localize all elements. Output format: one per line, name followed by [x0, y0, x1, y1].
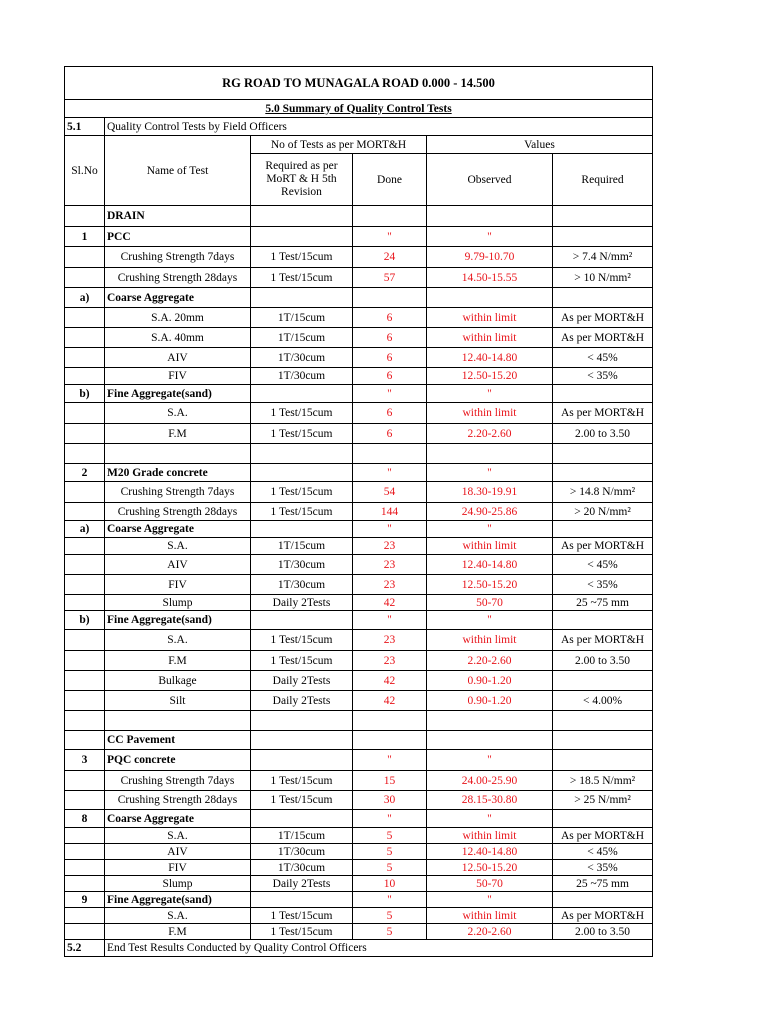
cell-test-name: S.A. — [105, 538, 251, 555]
cell-done: 6 — [353, 403, 427, 424]
cell-required-mort: Daily 2Tests — [251, 876, 353, 892]
header-sl-no: Sl.No — [65, 136, 105, 206]
cell-done: 23 — [353, 651, 427, 671]
table-row — [65, 268, 653, 288]
cell-sl-no — [65, 860, 105, 876]
cell-required-value — [553, 671, 653, 691]
cell-done: " — [353, 892, 427, 908]
cell-observed: " — [427, 521, 553, 538]
cell-required-value: > 14.8 N/mm² — [553, 482, 653, 503]
cell-sl-no — [65, 555, 105, 575]
cell-sl-no — [65, 876, 105, 892]
table-row — [65, 611, 653, 630]
cell-sl-no — [65, 368, 105, 385]
table-row — [65, 651, 653, 671]
cell-observed: 2.20-2.60 — [427, 924, 553, 940]
cell-sl-no: 2 — [65, 464, 105, 482]
cell-test-name: M20 Grade concrete — [105, 464, 251, 482]
table-row — [65, 810, 653, 828]
cell-done: 6 — [353, 328, 427, 348]
table-row — [65, 328, 653, 348]
cell-required-value — [553, 711, 653, 731]
cell-required-mort: 1T/15cum — [251, 828, 353, 844]
cell-observed: 12.40-14.80 — [427, 348, 553, 368]
cell-required-value: < 35% — [553, 575, 653, 595]
cell-test-name: Crushing Strength 28days — [105, 791, 251, 810]
cell-observed: 50-70 — [427, 595, 553, 611]
cell-done: " — [353, 611, 427, 630]
cell-sl-no — [65, 403, 105, 424]
cell-sl-no: 3 — [65, 750, 105, 771]
cell-sl-no: 8 — [65, 810, 105, 828]
cell-required-value — [553, 892, 653, 908]
cell-required-value: < 35% — [553, 860, 653, 876]
table-row — [65, 595, 653, 611]
cell-required-mort: Daily 2Tests — [251, 671, 353, 691]
cell-required-value: As per MORT&H — [553, 908, 653, 924]
cell-required-mort: 1T/15cum — [251, 308, 353, 328]
cell-required-mort: 1T/30cum — [251, 860, 353, 876]
table-row — [65, 750, 653, 771]
cell-sl-no: b) — [65, 611, 105, 630]
cell-test-name — [105, 444, 251, 464]
cell-required-value: 2.00 to 3.50 — [553, 651, 653, 671]
cell-required-mort — [251, 464, 353, 482]
cell-test-name: Crushing Strength 28days — [105, 268, 251, 288]
cell-required-value: > 18.5 N/mm² — [553, 771, 653, 791]
cell-sl-no — [65, 844, 105, 860]
cell-observed: within limit — [427, 328, 553, 348]
cell-sl-no — [65, 328, 105, 348]
cell-done: 42 — [353, 671, 427, 691]
cell-test-name: AIV — [105, 555, 251, 575]
cell-observed: 24.90-25.86 — [427, 503, 553, 521]
cell-required-mort — [251, 711, 353, 731]
cell-required-mort: Daily 2Tests — [251, 595, 353, 611]
table-row — [65, 908, 653, 924]
cell-test-name: Fine Aggregate(sand) — [105, 385, 251, 403]
cell-observed: 18.30-19.91 — [427, 482, 553, 503]
cell-observed: within limit — [427, 403, 553, 424]
cell-done: 5 — [353, 924, 427, 940]
table-row — [65, 711, 653, 731]
cell-required-mort: 1 Test/15cum — [251, 771, 353, 791]
cell-sl-no — [65, 711, 105, 731]
cell-done — [353, 444, 427, 464]
cell-observed: within limit — [427, 828, 553, 844]
cell-required-value — [553, 611, 653, 630]
cell-required-mort — [251, 810, 353, 828]
cell-observed: 14.50-15.55 — [427, 268, 553, 288]
cell-observed: " — [427, 227, 553, 247]
cell-required-value — [553, 810, 653, 828]
table-row — [65, 924, 653, 940]
cell-done — [353, 731, 427, 750]
cell-done: 23 — [353, 630, 427, 651]
cell-test-name: S.A. — [105, 828, 251, 844]
cell-test-name: AIV — [105, 348, 251, 368]
cell-done: 23 — [353, 538, 427, 555]
cell-required-mort: 1T/30cum — [251, 555, 353, 575]
cell-done: " — [353, 810, 427, 828]
header-done: Done — [353, 154, 427, 206]
cell-test-name: Bulkage — [105, 671, 251, 691]
cell-required-value — [553, 750, 653, 771]
cell-test-name: F.M — [105, 924, 251, 940]
cell-done: 6 — [353, 348, 427, 368]
table-row — [65, 771, 653, 791]
cell-required-value: > 7.4 N/mm² — [553, 247, 653, 268]
cell-test-name: F.M — [105, 651, 251, 671]
cell-done — [353, 711, 427, 731]
cell-observed — [427, 711, 553, 731]
cell-sl-no — [65, 630, 105, 651]
cell-test-name: Coarse Aggregate — [105, 810, 251, 828]
cell-done — [353, 288, 427, 308]
cell-required-mort: 1T/15cum — [251, 328, 353, 348]
cell-done: 6 — [353, 424, 427, 444]
cell-sl-no — [65, 247, 105, 268]
section-title: 5.0 Summary of Quality Control Tests — [65, 100, 653, 118]
cell-test-name: DRAIN — [105, 206, 251, 227]
table-row — [65, 424, 653, 444]
cell-required-mort: 1T/30cum — [251, 844, 353, 860]
cell-required-value: < 45% — [553, 555, 653, 575]
cell-required-mort — [251, 892, 353, 908]
cell-required-mort — [251, 521, 353, 538]
cell-required-value: As per MORT&H — [553, 630, 653, 651]
cell-done: 23 — [353, 575, 427, 595]
header-observed: Observed — [427, 154, 553, 206]
cell-sl-no — [65, 348, 105, 368]
cell-required-value: 25 ~75 mm — [553, 595, 653, 611]
cell-observed: " — [427, 611, 553, 630]
cell-required-mort — [251, 444, 353, 464]
cell-done: 54 — [353, 482, 427, 503]
cell-done: " — [353, 385, 427, 403]
table-row — [65, 521, 653, 538]
cell-required-mort — [251, 750, 353, 771]
table-row — [65, 464, 653, 482]
cell-required-value — [553, 731, 653, 750]
cell-sl-no — [65, 595, 105, 611]
cell-observed: 0.90-1.20 — [427, 671, 553, 691]
cell-required-mort — [251, 227, 353, 247]
cell-required-value: < 4.00% — [553, 691, 653, 711]
cell-sl-no — [65, 575, 105, 595]
cell-required-value — [553, 444, 653, 464]
cell-test-name: S.A. — [105, 630, 251, 651]
table-row — [65, 348, 653, 368]
cell-done: 23 — [353, 555, 427, 575]
section-label: Quality Control Tests by Field Officers — [105, 118, 653, 136]
cell-required-mort — [251, 288, 353, 308]
table-row — [65, 892, 653, 908]
table-row — [65, 555, 653, 575]
table-row — [65, 503, 653, 521]
cell-sl-no — [65, 791, 105, 810]
cell-sl-no: 1 — [65, 227, 105, 247]
cell-observed: " — [427, 892, 553, 908]
cell-done: 57 — [353, 268, 427, 288]
cell-required-value: < 45% — [553, 348, 653, 368]
cell-test-name: Slump — [105, 595, 251, 611]
table-row — [65, 860, 653, 876]
cell-observed: 28.15-30.80 — [427, 791, 553, 810]
cell-done: 5 — [353, 908, 427, 924]
cell-test-name: Crushing Strength 7days — [105, 482, 251, 503]
cell-required-value: 2.00 to 3.50 — [553, 424, 653, 444]
cell-test-name: AIV — [105, 844, 251, 860]
cell-required-mort: 1 Test/15cum — [251, 924, 353, 940]
table-row — [65, 844, 653, 860]
cell-required-mort — [251, 206, 353, 227]
cell-test-name: Crushing Strength 7days — [105, 247, 251, 268]
cell-sl-no — [65, 482, 105, 503]
cell-done: 10 — [353, 876, 427, 892]
table-row — [65, 227, 653, 247]
cell-sl-no — [65, 503, 105, 521]
cell-done: 24 — [353, 247, 427, 268]
cell-done: " — [353, 464, 427, 482]
cell-observed: 12.40-14.80 — [427, 844, 553, 860]
cell-observed: 2.20-2.60 — [427, 651, 553, 671]
table-row — [65, 308, 653, 328]
cell-required-mort — [251, 611, 353, 630]
cell-required-value: As per MORT&H — [553, 308, 653, 328]
cell-done: " — [353, 227, 427, 247]
header-required: Required — [553, 154, 653, 206]
table-row — [65, 630, 653, 651]
cell-observed: " — [427, 810, 553, 828]
cell-test-name: PCC — [105, 227, 251, 247]
cell-done: 5 — [353, 860, 427, 876]
cell-sl-no — [65, 671, 105, 691]
cell-observed: 12.50-15.20 — [427, 368, 553, 385]
table-row — [65, 288, 653, 308]
cell-observed — [427, 288, 553, 308]
cell-done: " — [353, 750, 427, 771]
cell-required-value — [553, 385, 653, 403]
cell-sl-no — [65, 924, 105, 940]
cell-observed: " — [427, 750, 553, 771]
cell-observed: 12.50-15.20 — [427, 575, 553, 595]
cell-required-value — [553, 464, 653, 482]
cell-sl-no: a) — [65, 521, 105, 538]
cell-sl-no — [65, 308, 105, 328]
cell-observed: " — [427, 464, 553, 482]
table-row — [65, 691, 653, 711]
cell-done: 15 — [353, 771, 427, 791]
table-row — [65, 482, 653, 503]
cell-sl-no: 9 — [65, 892, 105, 908]
cell-test-name: FIV — [105, 368, 251, 385]
cell-sl-no — [65, 691, 105, 711]
cell-test-name: S.A. 40mm — [105, 328, 251, 348]
cell-done — [353, 206, 427, 227]
cell-required-value: < 45% — [553, 844, 653, 860]
cell-required-value: As per MORT&H — [553, 828, 653, 844]
header-name-of-test: Name of Test — [105, 136, 251, 206]
cell-test-name: Slump — [105, 876, 251, 892]
cell-required-mort: 1 Test/15cum — [251, 908, 353, 924]
cell-sl-no — [65, 731, 105, 750]
cell-done: 5 — [353, 828, 427, 844]
cell-test-name: FIV — [105, 575, 251, 595]
cell-done: 144 — [353, 503, 427, 521]
table-row — [65, 403, 653, 424]
cell-observed: 9.79-10.70 — [427, 247, 553, 268]
cell-test-name: Crushing Strength 7days — [105, 771, 251, 791]
table-row — [65, 791, 653, 810]
cell-done: 5 — [353, 844, 427, 860]
cell-sl-no — [65, 538, 105, 555]
section-number: 5.1 — [65, 118, 105, 136]
cell-sl-no — [65, 424, 105, 444]
cell-required-mort: 1 Test/15cum — [251, 482, 353, 503]
cell-sl-no: b) — [65, 385, 105, 403]
table-row — [65, 247, 653, 268]
section-label: End Test Results Conducted by Quality Control Officers — [105, 940, 653, 957]
cell-sl-no — [65, 206, 105, 227]
cell-observed: 24.00-25.90 — [427, 771, 553, 791]
cell-required-mort: 1 Test/15cum — [251, 268, 353, 288]
cell-observed — [427, 731, 553, 750]
table-row — [65, 876, 653, 892]
header-values: Values — [427, 136, 653, 154]
quality-control-table — [64, 66, 653, 957]
cell-sl-no — [65, 444, 105, 464]
cell-required-value: 2.00 to 3.50 — [553, 924, 653, 940]
section-number: 5.2 — [65, 940, 105, 957]
cell-required-mort: 1 Test/15cum — [251, 630, 353, 651]
cell-test-name: Fine Aggregate(sand) — [105, 611, 251, 630]
cell-required-value — [553, 227, 653, 247]
cell-sl-no — [65, 771, 105, 791]
cell-required-value: < 35% — [553, 368, 653, 385]
table-row — [65, 828, 653, 844]
cell-sl-no — [65, 828, 105, 844]
cell-test-name: Coarse Aggregate — [105, 521, 251, 538]
cell-observed: within limit — [427, 308, 553, 328]
cell-required-mort: 1 Test/15cum — [251, 247, 353, 268]
table-row — [65, 206, 653, 227]
cell-required-mort: 1 Test/15cum — [251, 424, 353, 444]
cell-required-mort — [251, 385, 353, 403]
document-title: RG ROAD TO MUNAGALA ROAD 0.000 - 14.500 — [65, 67, 653, 100]
table-row — [65, 538, 653, 555]
cell-sl-no: a) — [65, 288, 105, 308]
cell-required-value: As per MORT&H — [553, 403, 653, 424]
cell-observed: 12.50-15.20 — [427, 860, 553, 876]
cell-required-mort: 1 Test/15cum — [251, 403, 353, 424]
table-row — [65, 444, 653, 464]
cell-required-mort: 1T/15cum — [251, 538, 353, 555]
cell-observed: 12.40-14.80 — [427, 555, 553, 575]
cell-required-value: 25 ~75 mm — [553, 876, 653, 892]
table-row — [65, 385, 653, 403]
cell-observed: within limit — [427, 908, 553, 924]
table-row — [65, 575, 653, 595]
cell-test-name: Silt — [105, 691, 251, 711]
cell-required-mort: 1T/30cum — [251, 575, 353, 595]
cell-done: 42 — [353, 595, 427, 611]
cell-observed: 2.20-2.60 — [427, 424, 553, 444]
cell-done: 42 — [353, 691, 427, 711]
cell-required-mort: 1T/30cum — [251, 368, 353, 385]
cell-done: 30 — [353, 791, 427, 810]
cell-required-mort: 1 Test/15cum — [251, 503, 353, 521]
cell-observed: within limit — [427, 630, 553, 651]
cell-required-mort: 1 Test/15cum — [251, 651, 353, 671]
cell-observed — [427, 206, 553, 227]
header-required-mort: Required as per MoRT & H 5th Revision — [251, 154, 353, 206]
cell-test-name: S.A. 20mm — [105, 308, 251, 328]
cell-done: " — [353, 521, 427, 538]
cell-required-value: As per MORT&H — [553, 328, 653, 348]
cell-observed: within limit — [427, 538, 553, 555]
cell-test-name: PQC concrete — [105, 750, 251, 771]
cell-required-value — [553, 521, 653, 538]
cell-required-mort: Daily 2Tests — [251, 691, 353, 711]
cell-required-value — [553, 206, 653, 227]
cell-required-value — [553, 288, 653, 308]
table-row — [65, 731, 653, 750]
cell-done: 6 — [353, 308, 427, 328]
cell-test-name: CC Pavement — [105, 731, 251, 750]
cell-required-mort: 1 Test/15cum — [251, 791, 353, 810]
cell-required-mort: 1T/30cum — [251, 348, 353, 368]
cell-test-name: S.A. — [105, 403, 251, 424]
cell-test-name: FIV — [105, 860, 251, 876]
cell-required-mort — [251, 731, 353, 750]
cell-observed — [427, 444, 553, 464]
cell-test-name: Coarse Aggregate — [105, 288, 251, 308]
cell-required-value: > 25 N/mm² — [553, 791, 653, 810]
table-row — [65, 368, 653, 385]
cell-required-value: > 10 N/mm² — [553, 268, 653, 288]
cell-sl-no — [65, 651, 105, 671]
cell-required-value: > 20 N/mm² — [553, 503, 653, 521]
cell-test-name: F.M — [105, 424, 251, 444]
cell-test-name: S.A. — [105, 908, 251, 924]
cell-observed: 0.90-1.20 — [427, 691, 553, 711]
cell-observed: 50-70 — [427, 876, 553, 892]
cell-sl-no — [65, 268, 105, 288]
cell-sl-no — [65, 908, 105, 924]
cell-done: 6 — [353, 368, 427, 385]
header-no-of-tests: No of Tests as per MORT&H — [251, 136, 427, 154]
cell-test-name — [105, 711, 251, 731]
cell-test-name: Crushing Strength 28days — [105, 503, 251, 521]
cell-test-name: Fine Aggregate(sand) — [105, 892, 251, 908]
table-row — [65, 671, 653, 691]
cell-required-value: As per MORT&H — [553, 538, 653, 555]
cell-observed: " — [427, 385, 553, 403]
